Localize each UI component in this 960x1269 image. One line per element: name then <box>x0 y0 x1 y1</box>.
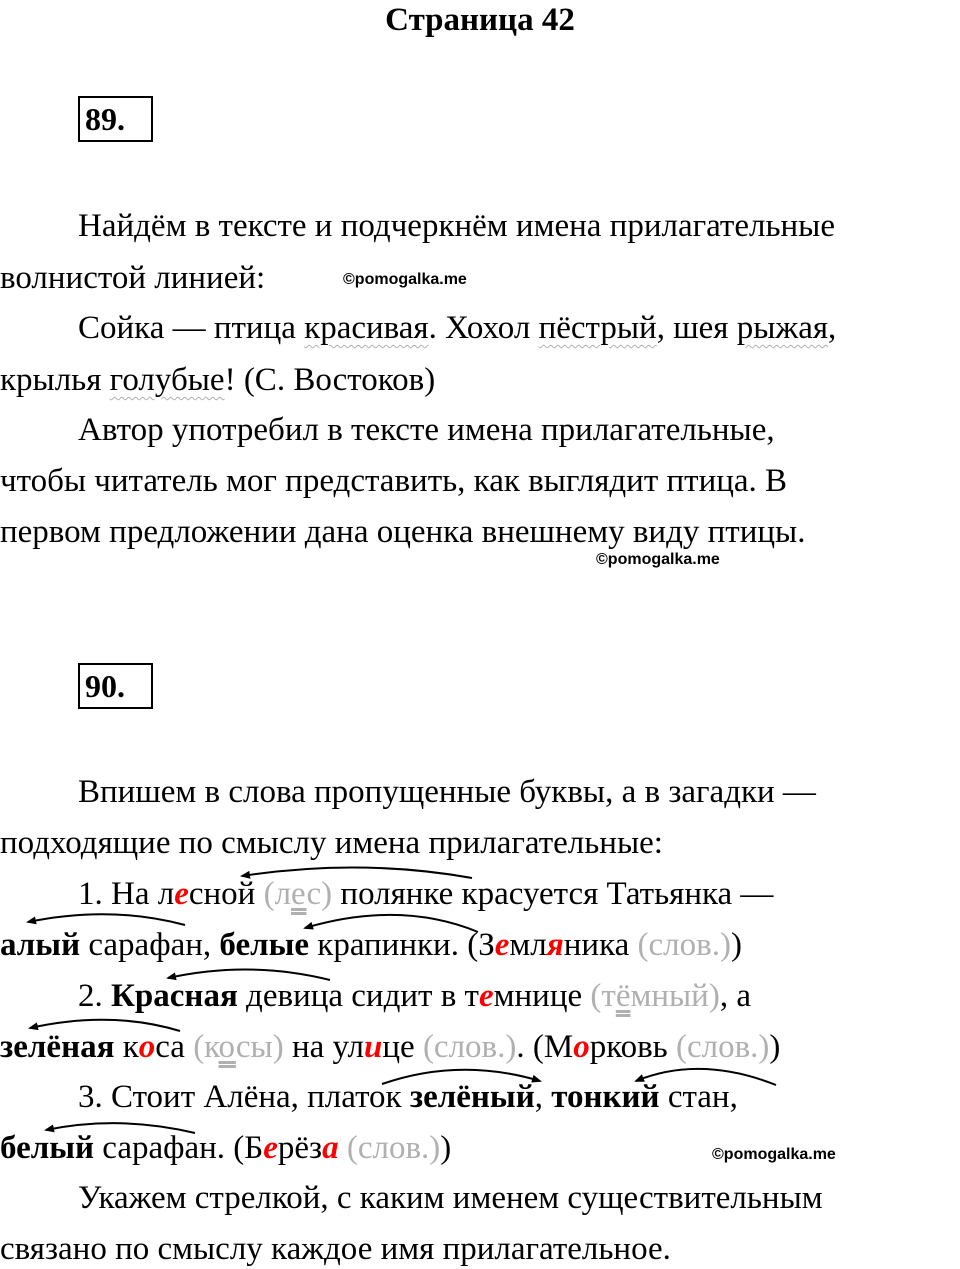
adjective-bold: белые <box>219 927 310 963</box>
text: сарафан. (Б <box>94 1130 264 1166</box>
dictionary-word-hint: (слов.) <box>346 1130 441 1166</box>
riddle-1-line-1 <box>78 874 773 914</box>
text: крапинки. (З <box>309 927 495 963</box>
adjective-underlined: голубые <box>109 362 225 398</box>
conclusion-line: связано по смыслу каждое имя прилагательное. <box>0 1231 671 1267</box>
exercise-number-90: 90. <box>78 663 153 709</box>
text <box>339 1130 347 1166</box>
quote-text: . Хохол <box>428 310 539 346</box>
quote-text: ! (С. Востоков) <box>224 362 436 398</box>
conclusion-line: Укажем стрелкой, с каким именем существительным <box>78 1180 823 1216</box>
text: ) <box>730 927 742 963</box>
explanation-line: первом предложении дана оценка внешнему виду птицы. <box>0 514 806 550</box>
adjective-bold: белый <box>0 1130 95 1166</box>
text: ) <box>769 1029 781 1065</box>
text: рёз <box>277 1130 323 1166</box>
text: мл <box>509 927 547 963</box>
text: 3. Стоит Алёна, платок <box>78 1079 410 1115</box>
dictionary-word-hint: (слов.) <box>675 1029 770 1065</box>
stressed-vowel: ё <box>615 978 631 1014</box>
task-line: Найдём в тексте и подчеркнём имена прилагательные <box>78 208 835 244</box>
quote-text: Сойка — птица <box>78 310 305 346</box>
watermark: ©pomogalka.me <box>712 1146 836 1163</box>
exercise-number-89: 89. <box>78 96 153 142</box>
riddle-2-line-2 <box>0 1027 780 1067</box>
text: девица сидит в т <box>237 978 479 1014</box>
missing-letter: е <box>263 1130 278 1166</box>
explanation-line: Автор употребил в тексте имена прилагательные, <box>78 412 775 448</box>
missing-letter: а <box>322 1130 339 1166</box>
stressed-vowel: о <box>218 1029 236 1065</box>
adjective-underlined: пёстрый <box>538 310 657 346</box>
adjective-underlined: красивая <box>304 310 429 346</box>
missing-letter: я <box>546 927 564 963</box>
check-word-hint <box>264 876 333 912</box>
riddle-3-line-2 <box>0 1128 451 1168</box>
text: (л <box>263 876 292 912</box>
text: це <box>382 1029 423 1065</box>
page-title: Страница 42 <box>385 2 575 38</box>
text: , а <box>719 978 751 1014</box>
arrow-icon <box>28 914 185 925</box>
text: полянке красуется Татьянка — <box>332 876 774 912</box>
text: ) <box>440 1130 452 1166</box>
missing-letter: и <box>364 1029 383 1065</box>
adjective-bold: тонкий <box>551 1079 660 1115</box>
riddle-1-line-2 <box>0 925 742 965</box>
adjective-bold: Красная <box>111 978 238 1014</box>
quote-text: , <box>828 310 837 346</box>
adjective-bold: алый <box>0 927 81 963</box>
quote-line <box>0 360 435 400</box>
explanation-line: чтобы читатель мог представить, как выглядит птица. В <box>0 463 788 499</box>
adjective-underlined: рыжая <box>736 310 829 346</box>
text: . (М <box>516 1029 574 1065</box>
text: к <box>114 1029 139 1065</box>
missing-letter: е <box>478 978 494 1014</box>
text: 2. <box>78 978 111 1014</box>
text: (к <box>193 1029 219 1065</box>
dictionary-word-hint: (слов.) <box>422 1029 517 1065</box>
riddle-2-line-1 <box>78 976 751 1016</box>
text: сы) <box>235 1029 284 1065</box>
text: сарафан, <box>80 927 220 963</box>
text: стан, <box>659 1079 738 1115</box>
text: , <box>534 1079 552 1115</box>
missing-letter: о <box>573 1029 590 1065</box>
text: ника <box>563 927 638 963</box>
text: сной <box>188 876 264 912</box>
text: рковь <box>589 1029 676 1065</box>
missing-letter: о <box>138 1029 156 1065</box>
task-line: волнистой линией: <box>0 260 266 296</box>
text: на ул <box>283 1029 365 1065</box>
dictionary-word-hint: (слов.) <box>637 927 731 963</box>
quote-line <box>78 308 836 348</box>
text: 1. На л <box>78 876 175 912</box>
text: с) <box>306 876 333 912</box>
stressed-vowel: е <box>291 876 307 912</box>
adjective-bold: зелёная <box>0 1029 115 1065</box>
text: са <box>155 1029 194 1065</box>
watermark: ©pomogalka.me <box>596 551 720 568</box>
missing-letter: е <box>494 927 510 963</box>
riddle-3-line-1 <box>78 1077 738 1117</box>
quote-text: крылья <box>0 362 110 398</box>
text: мный) <box>630 978 720 1014</box>
check-word-hint <box>590 978 719 1014</box>
task-line: подходящие по смыслу имена прилагательные: <box>0 825 663 861</box>
adjective-bold: зелёный <box>409 1079 535 1115</box>
missing-letter: е <box>174 876 189 912</box>
quote-text: , шея <box>656 310 737 346</box>
watermark: ©pomogalka.me <box>343 271 467 288</box>
text: (т <box>590 978 616 1014</box>
text: мнице <box>493 978 591 1014</box>
check-word-hint <box>193 1029 284 1065</box>
task-line: Впишем в слова пропущенные буквы, а в загадки — <box>78 774 816 810</box>
